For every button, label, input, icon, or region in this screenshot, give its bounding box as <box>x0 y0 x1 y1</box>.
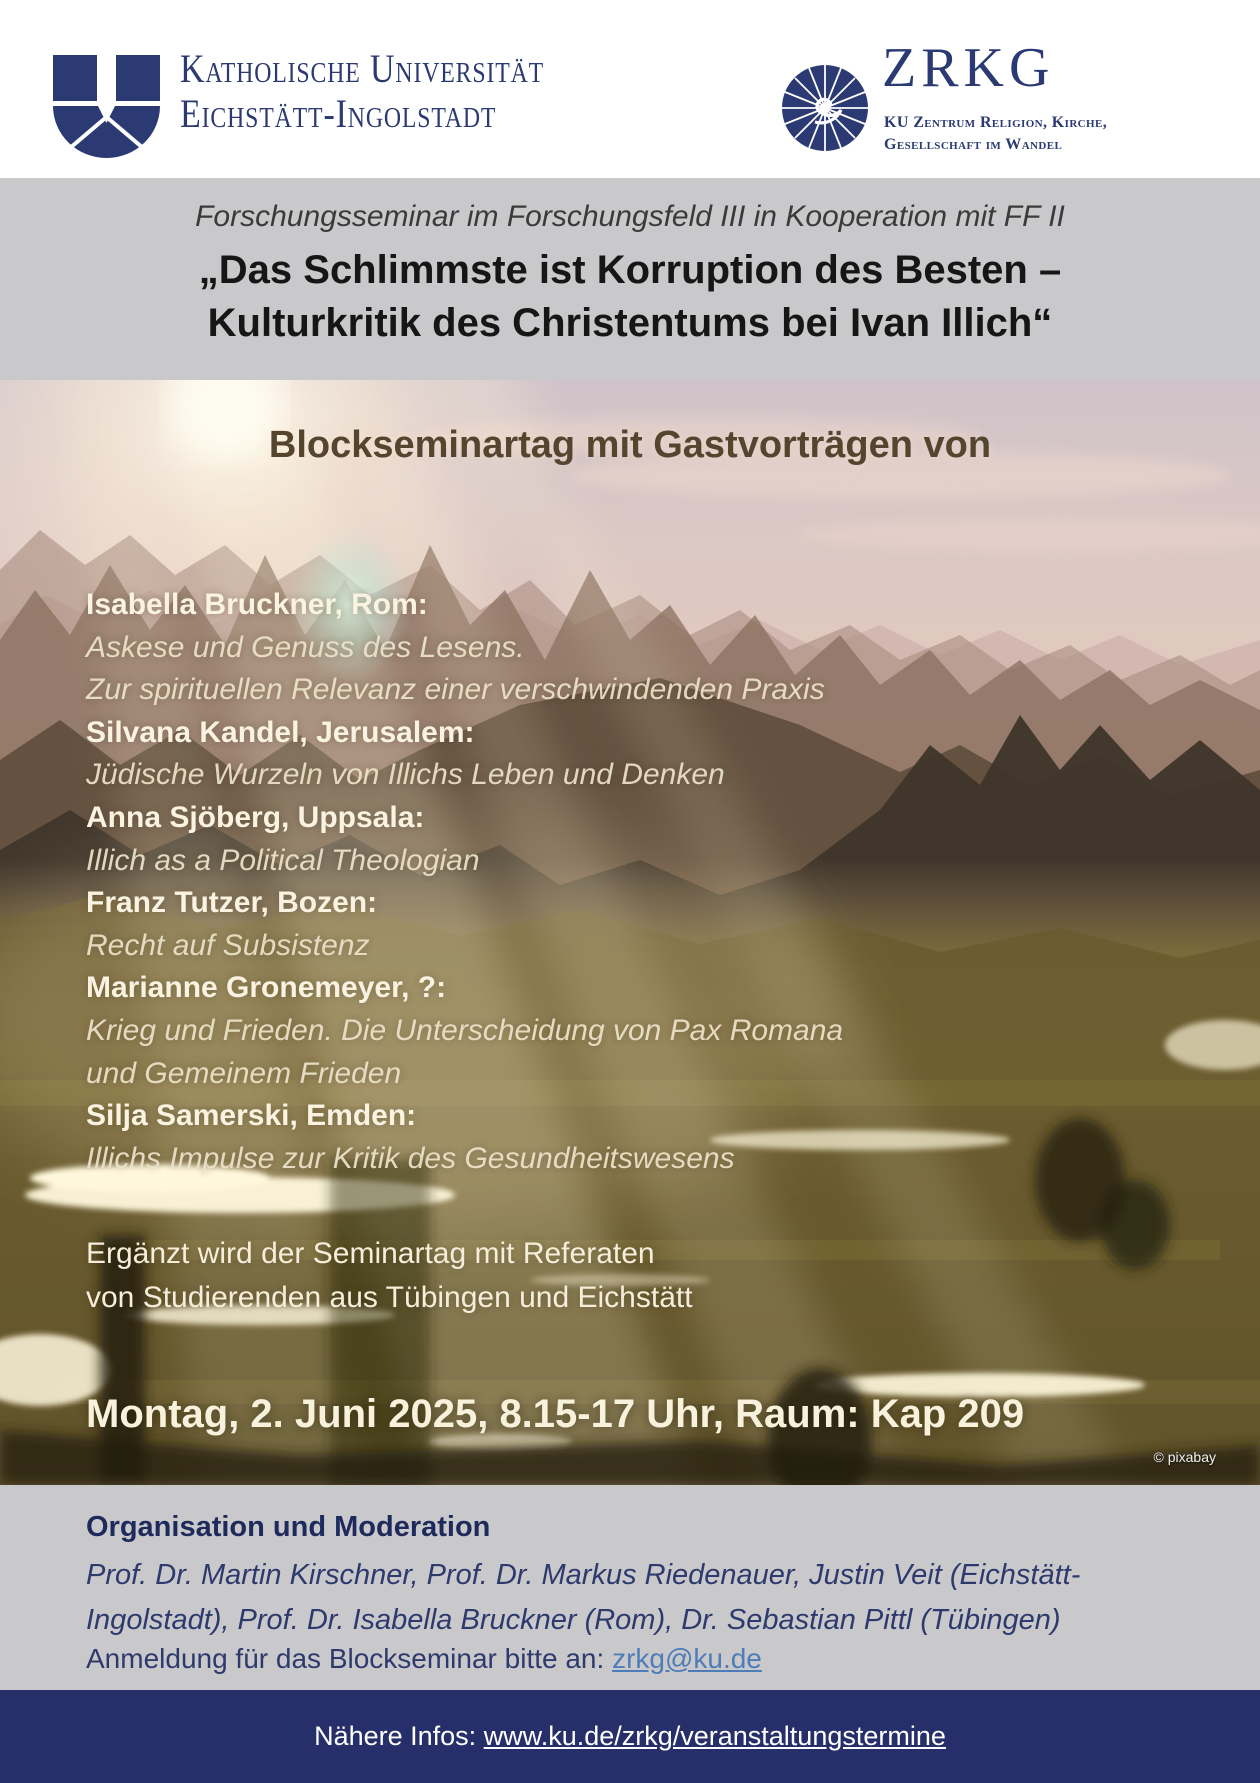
event-datetime-location: Montag, 2. Juni 2025, 8.15-17 Uhr, Raum: Kap 209 <box>86 1392 1025 1436</box>
more-info-text: Nähere Infos: <box>314 1721 484 1751</box>
speaker-topic: Illichs Impulse zur Kritik des Gesundheitswesens <box>86 1141 735 1175</box>
header <box>0 0 1260 178</box>
zrkg-tagline-line2: Gesellschaft im Wandel <box>884 136 1063 153</box>
zrkg-nautilus-icon <box>781 50 869 162</box>
ku-name-line2: Eichstätt-Ingolstadt <box>180 91 497 136</box>
speaker-topic: Zur spirituellen Relevanz einer verschwindenden Praxis <box>86 673 825 707</box>
speaker-topic: Recht auf Subsistenz <box>86 928 370 962</box>
speaker-topic: Illich as a Political Theologian <box>86 843 480 877</box>
ku-university-name <box>180 46 544 136</box>
note-line2: von Studierenden aus Tübingen und Eichstätt <box>86 1280 693 1314</box>
landscape-photo-section <box>0 380 1260 1485</box>
speaker-name: Franz Tutzer, Bozen: <box>86 886 378 920</box>
title-band <box>0 178 1260 380</box>
speaker-topic: Jüdische Wurzeln von Illichs Leben und Denken <box>86 758 725 792</box>
seminar-title <box>0 244 1260 350</box>
zrkg-tagline-line1: KU Zentrum Religion, Kirche, <box>884 114 1108 131</box>
speaker-name: Silja Samerski, Emden: <box>86 1099 417 1133</box>
organisation-names <box>86 1553 1080 1643</box>
ku-name-line1: Katholische Universität <box>180 46 545 91</box>
seminar-kicker: Forschungsseminar im Forschungsfeld III in Kooperation mit FF II <box>195 200 1065 233</box>
seminar-title-line1: „Das Schlimmste ist Korruption des Besten – <box>198 248 1062 292</box>
photo-credit: © pixabay <box>1153 1449 1216 1465</box>
zrkg-tagline <box>884 112 1107 156</box>
speaker-name: Silvana Kandel, Jerusalem: <box>86 715 475 749</box>
student-presentations-note <box>86 1232 693 1319</box>
speaker-name: Marianne Gronemeyer, ?: <box>86 971 447 1005</box>
speaker-name: Anna Sjöberg, Uppsala: <box>86 800 425 834</box>
more-info-url-link[interactable]: www.ku.de/zrkg/veranstaltungstermine <box>483 1721 946 1751</box>
speaker-topic: Krieg und Frieden. Die Unterscheidung von Pax Romana <box>86 1013 844 1047</box>
organisation-line2: Ingolstadt), Prof. Dr. Isabella Bruckner (Rom), Dr. Sebastian Pittl (Tübingen) <box>86 1604 1061 1636</box>
ku-university-logo-icon <box>53 55 160 158</box>
speaker-topic: Askese und Genuss des Lesens. <box>86 630 525 664</box>
registration-email-link[interactable]: zrkg@ku.de <box>612 1643 762 1674</box>
speaker-topic: und Gemeinem Frieden <box>86 1056 402 1090</box>
organisation-band <box>0 1485 1260 1690</box>
note-line1: Ergänzt wird der Seminartag mit Referaten <box>86 1237 655 1270</box>
registration-line <box>86 1643 762 1675</box>
footer-band <box>0 1690 1260 1783</box>
block-seminar-heading: Blockseminartag mit Gastvorträgen von <box>268 424 992 466</box>
organisation-line1: Prof. Dr. Martin Kirschner, Prof. Dr. Markus Riedenauer, Justin Veit (Eichstätt- <box>86 1559 1081 1591</box>
speaker-name: Isabella Bruckner, Rom: <box>86 588 428 621</box>
registration-text: Anmeldung für das Blockseminar bitte an: <box>86 1643 613 1674</box>
more-info-line <box>0 1721 1260 1752</box>
organisation-heading: Organisation und Moderation <box>86 1511 491 1543</box>
speaker-list <box>86 584 843 1180</box>
seminar-title-line2: Kulturkritik des Christentums bei Ivan Illich“ <box>207 301 1053 345</box>
zrkg-acronym: ZRKG <box>882 37 1055 99</box>
